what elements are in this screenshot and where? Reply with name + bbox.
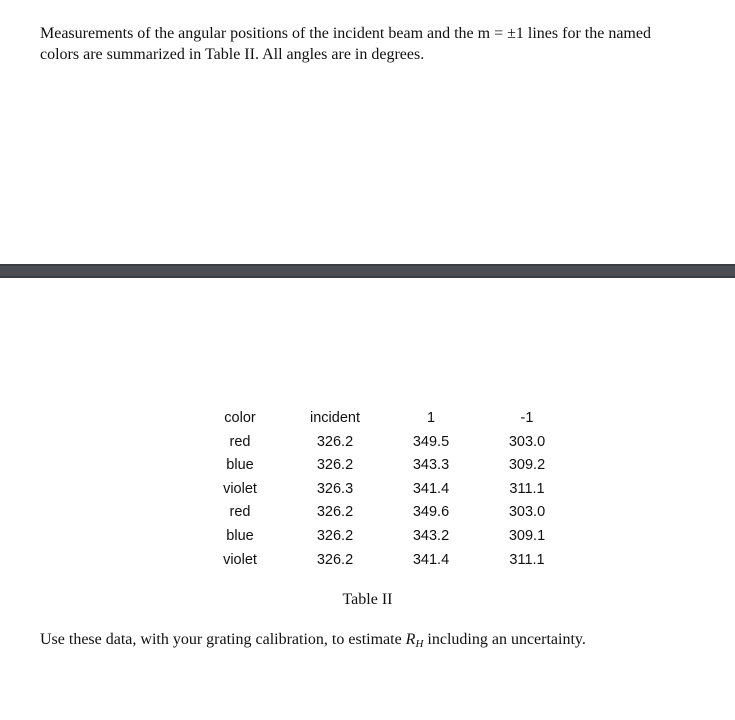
table-cell-r4-c1: 326.2 (316, 504, 354, 521)
table-cell-r5-c2: 343.2 (412, 528, 450, 544)
task-instruction (40, 631, 586, 649)
table-cell-r5-c0: blue (226, 528, 254, 544)
table-cell-r3-c0: violet (223, 480, 257, 497)
table-cell-r4-c3: 303.0 (508, 504, 546, 521)
intro-line-1: Measurements of the angular positions of the incident beam and the m = ±1 lines for the named (40, 25, 651, 42)
intro-paragraph (40, 23, 730, 65)
table-cell-r2-c1: 326.2 (316, 457, 354, 474)
table-cell-r1-c1: 326.2 (316, 433, 354, 450)
rh-letter: R (405, 631, 416, 648)
intro-line-2: colors are summarized in Table II. All angles are in degrees. (40, 46, 425, 63)
table-caption: Table II (342, 591, 393, 608)
table-cell-r2-c0: blue (226, 457, 254, 474)
table-header-incident: incident (310, 410, 360, 426)
table-cell-r6-c3: 311.1 (509, 551, 545, 568)
table-cell-r1-c0: red (229, 433, 251, 450)
table-header-plus-one: 1 (426, 410, 436, 426)
table-cell-r6-c0: violet (223, 551, 257, 568)
table-cell-r1-c3: 303.0 (508, 433, 546, 450)
table-header-minus-one: -1 (520, 410, 534, 426)
table-cell-r1-c2: 349.5 (412, 433, 450, 450)
rh-symbol (406, 631, 424, 648)
table-cell-r4-c2: 349.6 (412, 504, 450, 521)
table-cell-r5-c3: 309.1 (508, 528, 546, 544)
divider-bar (0, 264, 735, 278)
table-cell-r2-c2: 343.3 (412, 457, 450, 474)
table-cell-r3-c3: 311.1 (509, 480, 545, 497)
table-cell-r4-c0: red (229, 504, 251, 521)
task-text-after: including an uncertainty. (423, 631, 586, 648)
table-cell-r6-c2: 341.4 (412, 551, 450, 568)
task-text-before: Use these data, with your grating calibration, to estimate (40, 631, 406, 648)
table-header-color: color (224, 410, 256, 426)
table-cell-r5-c1: 326.2 (316, 528, 354, 544)
table-cell-r2-c3: 309.2 (508, 457, 546, 474)
table-cell-r3-c2: 341.4 (412, 480, 450, 497)
rh-subscript: H (415, 638, 424, 650)
table-cell-r6-c1: 326.2 (316, 551, 354, 568)
table-cell-r3-c1: 326.3 (316, 480, 354, 497)
